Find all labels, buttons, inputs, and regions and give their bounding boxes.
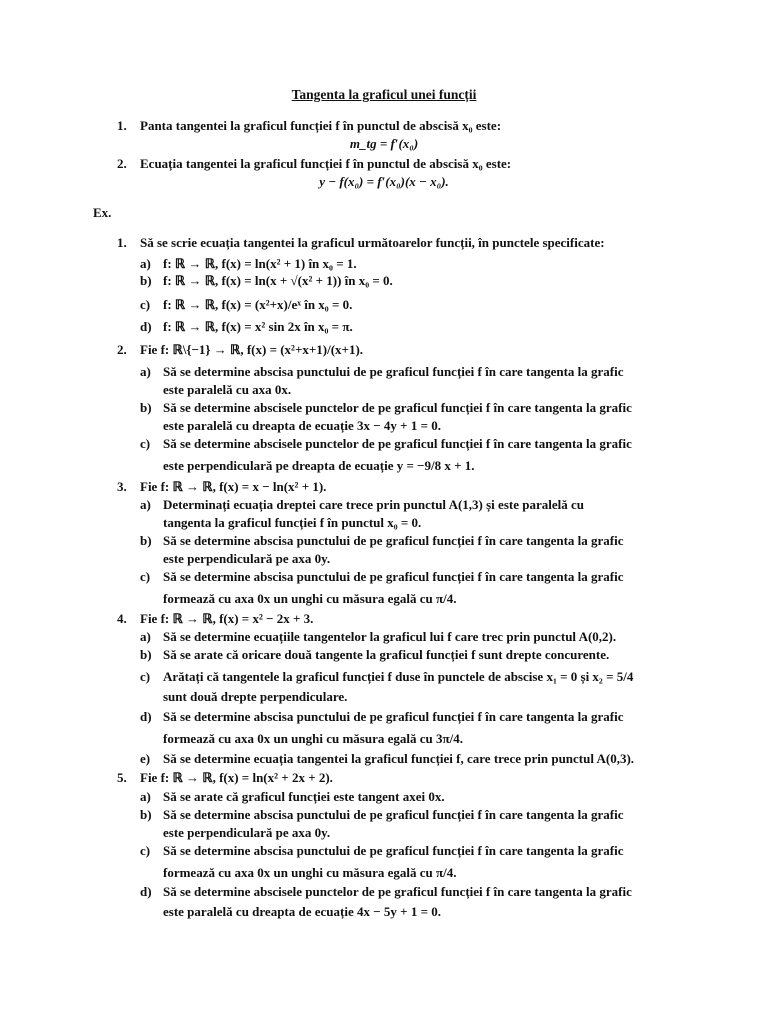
def-1-text: Panta tangentei la graficul funcției f în punctul de abscisă x₀ este:	[140, 118, 502, 133]
problem-2-item-text: este paralelă cu axa 0x.	[163, 382, 292, 397]
page-title: Tangenta la graficul unei funcții	[291, 87, 477, 102]
problem-1-item-text: f: ℝ → ℝ, f(x) = ln(x + √(x² + 1)) în x₀ = 0.	[163, 273, 393, 288]
def-2-number: 2.	[117, 156, 127, 171]
problem-5-item-text: este paralelă cu dreapta de ecuație 4x − 5y + 1 = 0.	[163, 904, 441, 919]
problem-2-item-letter: b)	[140, 400, 152, 415]
problem-5-item-letter: d)	[140, 884, 152, 899]
problem-2-item-letter: c)	[140, 436, 151, 451]
problem-4-item-letter: d)	[140, 709, 152, 724]
examples-label: Ex.	[93, 205, 112, 220]
problem-3-item-letter: a)	[140, 497, 151, 512]
problem-4-item-text: sunt două drepte perpendiculare.	[163, 689, 348, 704]
problem-4-intro: Fie f: ℝ → ℝ, f(x) = x² − 2x + 3.	[140, 611, 314, 626]
problem-3-item-text: Determinați ecuația dreptei care trece prin punctul A(1,3) și este paralelă cu	[163, 497, 584, 512]
problem-5-item-letter: a)	[140, 789, 151, 804]
problem-2-item-text: este perpendiculară pe dreapta de ecuație y = −9/8 x + 1.	[163, 458, 475, 473]
def-2-text: Ecuația tangentei la graficul funcției f în punctul de abscisă x₀ este:	[140, 156, 512, 171]
problem-5-item-text: Să se determine abscisa punctului de pe graficul funcției f în care tangenta la grafic	[163, 843, 624, 858]
problem-4-item-letter: a)	[140, 629, 151, 644]
problem-4-item-text: Arătați că tangentele la graficul funcției f duse în punctele de abscise x₁ = 0 și x₂ = 5/4	[163, 669, 634, 684]
problem-2-item-text: Să se determine abscisele punctelor de pe graficul funcției f în care tangenta la grafic	[163, 436, 632, 451]
def-2-formula: y − f(x₀) = f′(x₀)(x − x₀).	[319, 174, 449, 189]
problem-4-item-text: Să se determine ecuațiile tangentelor la graficul lui f care trec prin punctul A(0,2).	[163, 629, 617, 644]
problem-3-item-letter: b)	[140, 533, 152, 548]
problem-5-item-letter: b)	[140, 807, 152, 822]
problem-5-item-text: Să se determine abscisa punctului de pe graficul funcției f în care tangenta la grafic	[163, 807, 624, 822]
problem-4-item-letter: b)	[140, 647, 152, 662]
problem-5-item-text: formează cu axa 0x un unghi cu măsura egală cu π/4.	[163, 865, 457, 880]
problem-5-item-text: este perpendiculară pe axa 0y.	[163, 825, 331, 840]
problem-1-item-text: f: ℝ → ℝ, f(x) = x² sin 2x în x₀ = π.	[163, 319, 353, 334]
problem-3-item-text: este perpendiculară pe axa 0y.	[163, 551, 331, 566]
problem-5-item-letter: c)	[140, 843, 151, 858]
problem-3-item-letter: c)	[140, 569, 151, 584]
problem-5-item-text: Să se determine abscisele punctelor de pe graficul funcției f în care tangenta la grafic	[163, 884, 632, 899]
problem-1-item-letter: d)	[140, 319, 152, 334]
problem-5-number: 5.	[117, 770, 127, 785]
def-1-number: 1.	[117, 118, 127, 133]
problem-4-item-text: Să se arate că oricare două tangente la graficul funcției f sunt drepte concurente.	[163, 647, 610, 662]
problem-3-item-text: Să se determine abscisa punctului de pe graficul funcției f în care tangenta la grafic	[163, 533, 624, 548]
problem-2-item-letter: a)	[140, 364, 151, 379]
problem-4-item-text: Să se determine abscisa punctului de pe graficul funcției f în care tangenta la grafic	[163, 709, 624, 724]
problem-1-item-text: f: ℝ → ℝ, f(x) = (x²+x)/eˣ în x₀ = 0.	[163, 297, 353, 312]
problem-3-item-text: tangenta la graficul funcției f în punctul x₀ = 0.	[163, 515, 422, 530]
problem-1-intro: Să se scrie ecuația tangentei la graficul următoarelor funcții, în punctele specificate:	[140, 235, 605, 250]
problem-1-item-letter: c)	[140, 297, 151, 312]
problem-2-item-text: este paralelă cu dreapta de ecuație 3x − 4y + 1 = 0.	[163, 418, 441, 433]
problem-5-intro: Fie f: ℝ → ℝ, f(x) = ln(x² + 2x + 2).	[140, 770, 333, 785]
problem-4-item-text: formează cu axa 0x un unghi cu măsura egală cu 3π/4.	[163, 731, 463, 746]
problem-4-item-letter: c)	[140, 669, 151, 684]
problem-3-item-text: Să se determine abscisa punctului de pe graficul funcției f în care tangenta la grafic	[163, 569, 624, 584]
problem-3-intro: Fie f: ℝ → ℝ, f(x) = x − ln(x² + 1).	[140, 479, 327, 494]
def-1-formula: m_tg = f′(x₀)	[349, 136, 419, 151]
problem-1-item-letter: a)	[140, 256, 151, 271]
problem-4-number: 4.	[117, 611, 127, 626]
problem-2-number: 2.	[117, 342, 127, 357]
problem-1-item-text: f: ℝ → ℝ, f(x) = ln(x² + 1) în x₀ = 1.	[163, 256, 357, 271]
problem-4-item-letter: e)	[140, 751, 151, 766]
problem-5-item-text: Să se arate că graficul funcției este tangent axei 0x.	[163, 789, 445, 804]
problem-2-item-text: Să se determine abscisele punctelor de pe graficul funcției f în care tangenta la grafic	[163, 400, 632, 415]
problem-3-number: 3.	[117, 479, 127, 494]
problem-2-item-text: Să se determine abscisa punctului de pe graficul funcției f în care tangenta la grafic	[163, 364, 624, 379]
problem-3-item-text: formează cu axa 0x un unghi cu măsura egală cu π/4.	[163, 591, 457, 606]
problem-4-item-text: Să se determine ecuația tangentei la graficul funcției f, care trece prin punctul A(0,3).	[163, 751, 635, 766]
problem-2-intro: Fie f: ℝ\{−1} → ℝ, f(x) = (x²+x+1)/(x+1).	[140, 342, 364, 357]
problem-1-item-letter: b)	[140, 273, 152, 288]
problem-1-number: 1.	[117, 235, 127, 250]
